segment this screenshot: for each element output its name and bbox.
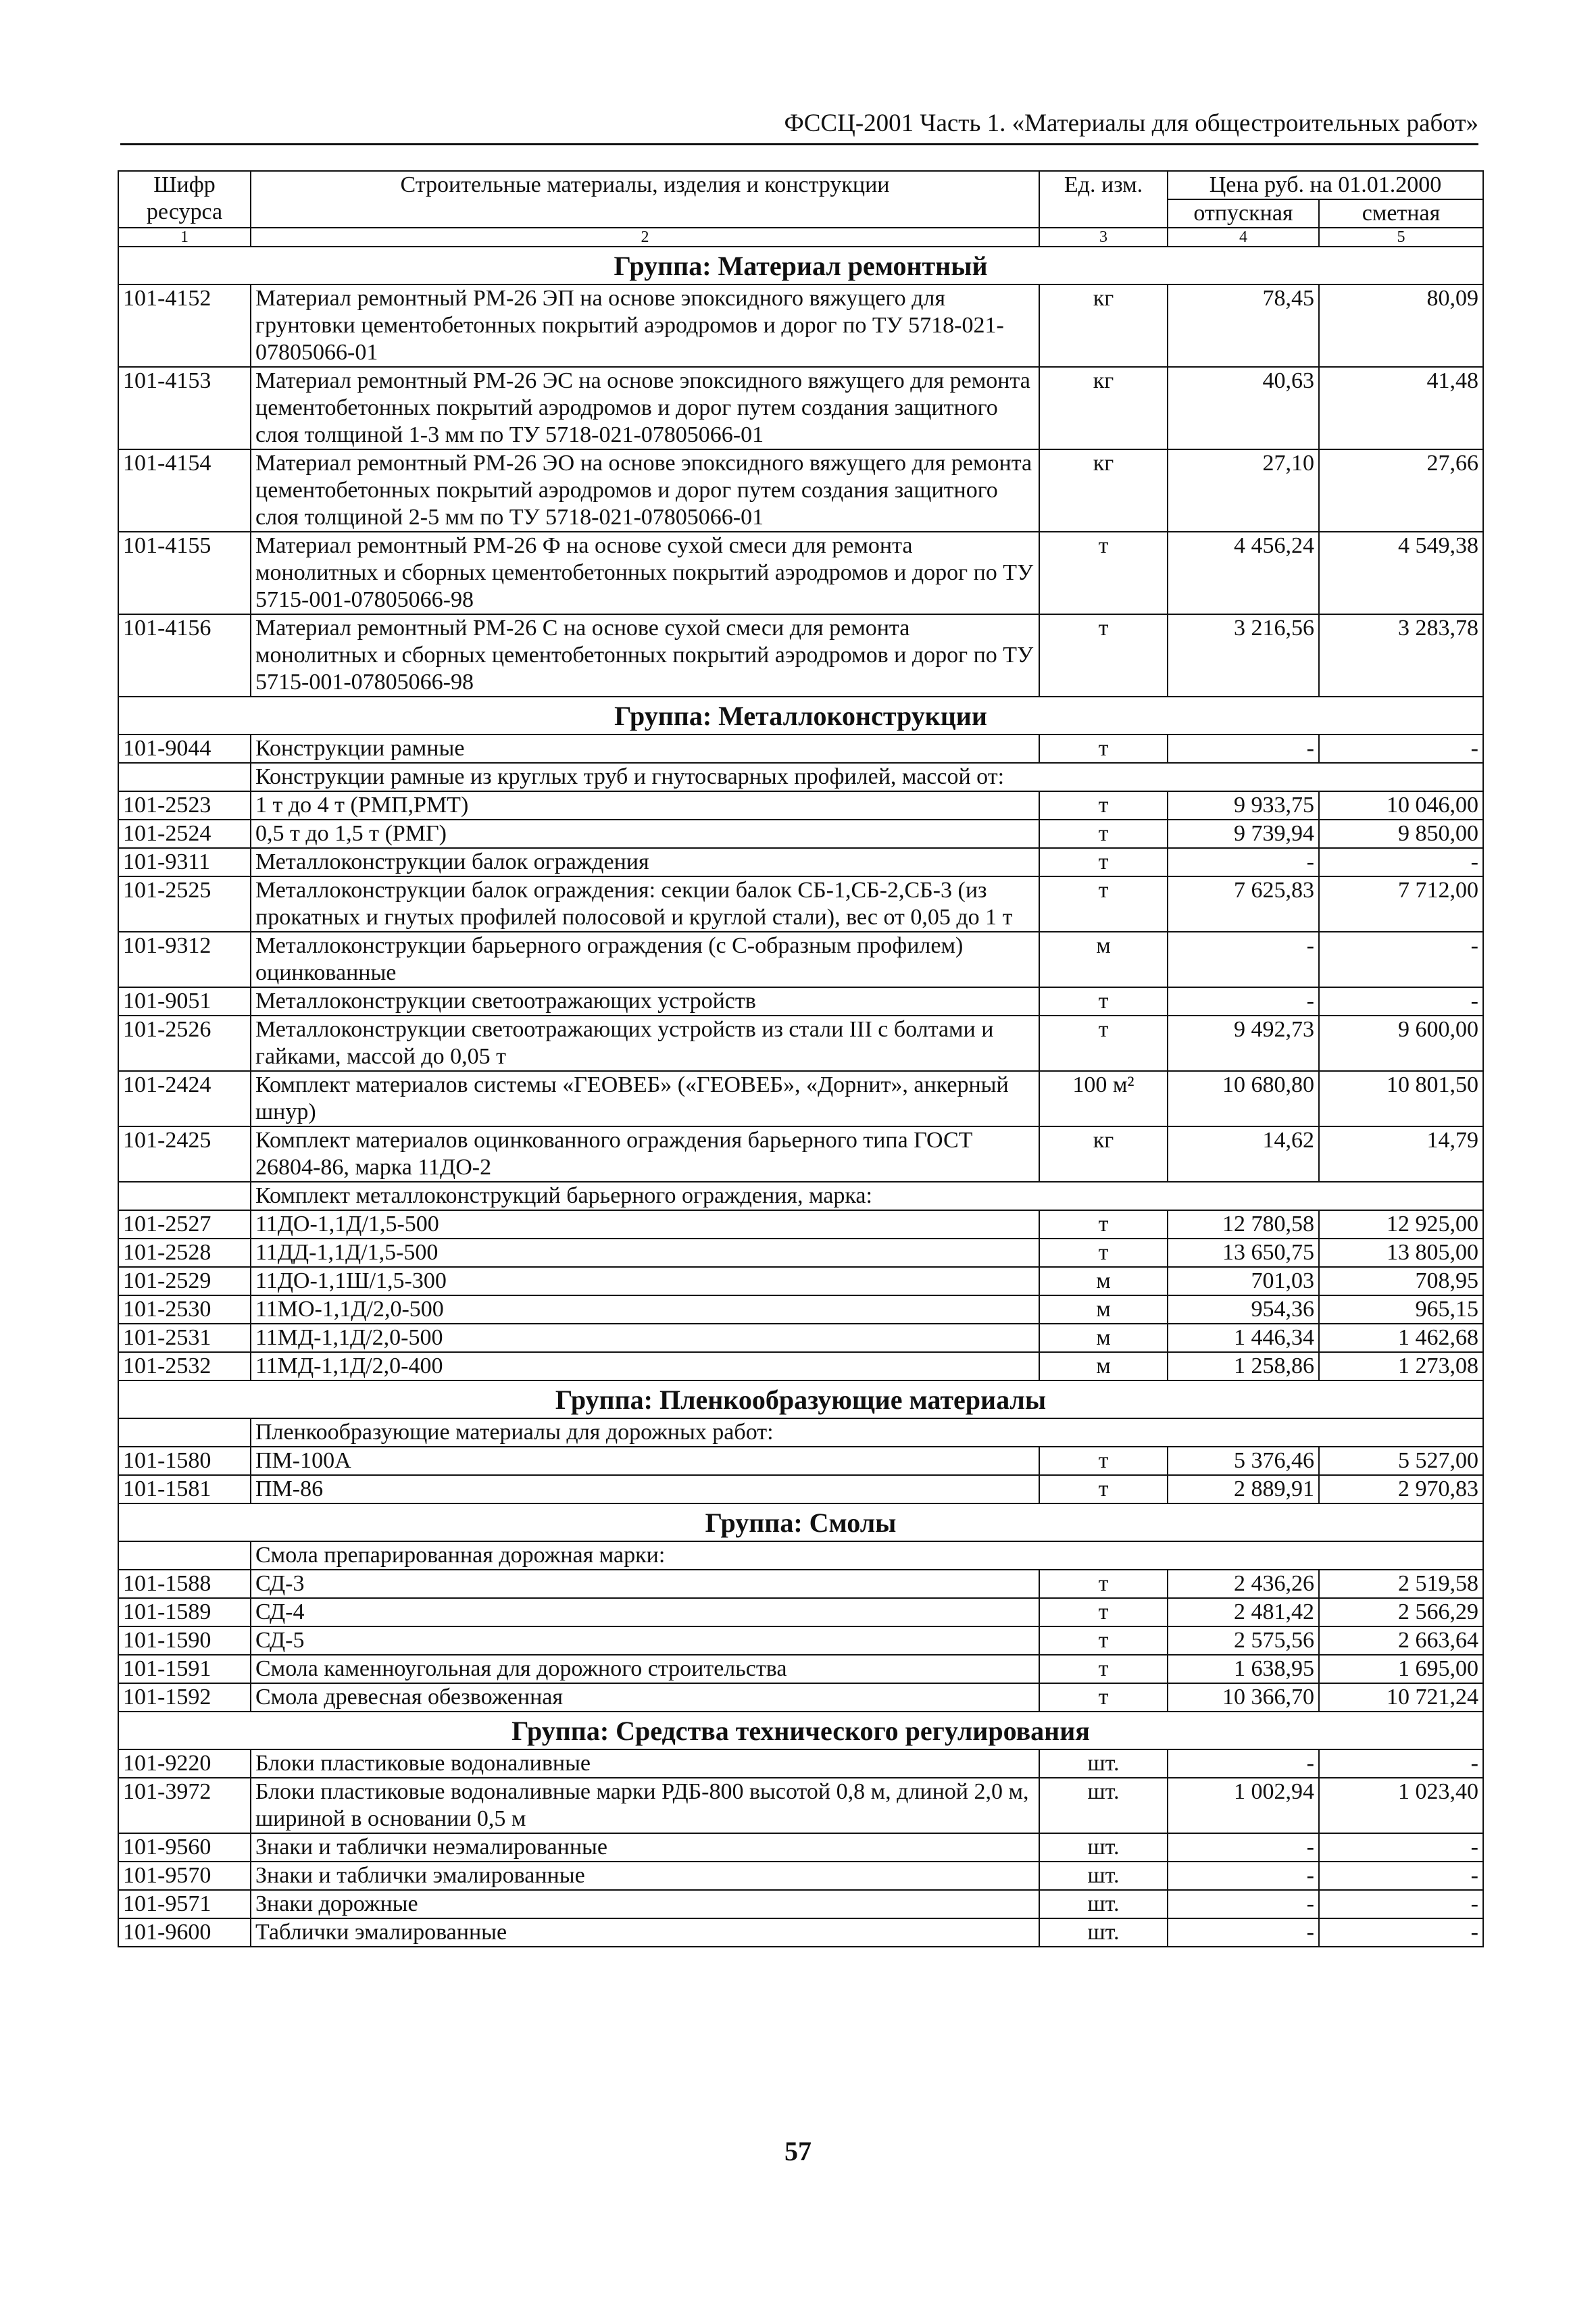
header-name: Строительные материалы, изделия и конструкции: [251, 171, 1039, 228]
resource-code: [118, 763, 251, 791]
release-price: 1 446,34: [1168, 1324, 1319, 1352]
table-row: [118, 614, 1483, 697]
release-price: -: [1168, 1890, 1319, 1918]
estimate-price: 1 462,68: [1319, 1324, 1483, 1352]
release-price: 1 258,86: [1168, 1352, 1319, 1380]
material-name: 11МД-1,1Д/2,0-400: [251, 1352, 1039, 1380]
resource-code: 101-9220: [118, 1749, 251, 1778]
resource-code: 101-1580: [118, 1447, 251, 1475]
unit-value: м: [1039, 1295, 1168, 1324]
page-number: 57: [784, 2136, 812, 2166]
table-row: [118, 1295, 1483, 1324]
group-title: Группа: Средства технического регулирования: [118, 1712, 1483, 1749]
unit-value: т: [1039, 1239, 1168, 1267]
resource-code: 101-1589: [118, 1598, 251, 1626]
release-price: -: [1168, 987, 1319, 1016]
release-price: 1 002,94: [1168, 1778, 1319, 1833]
unit-value: м: [1039, 932, 1168, 987]
material-name: Знаки дорожные: [251, 1890, 1039, 1918]
release-price: 954,36: [1168, 1295, 1319, 1324]
unit-value: т: [1039, 1626, 1168, 1655]
release-price: 5 376,46: [1168, 1447, 1319, 1475]
page-header: [120, 107, 1478, 145]
estimate-price: 1 023,40: [1319, 1778, 1483, 1833]
table-row: [118, 876, 1483, 932]
material-name: Материал ремонтный РМ-26 ЭС на основе эпоксидного вяжущего для ремонта цементобетонных покрытий аэродромов и дорог путем создания защитного слоя толщиной 1-3 мм по ТУ 5718-021-07805066-01: [251, 367, 1039, 449]
unit-value: шт.: [1039, 1749, 1168, 1778]
subheading-text: Комплект металлоконструкций барьерного ограждения, марка:: [251, 1182, 1483, 1210]
resource-code: 101-2523: [118, 791, 251, 820]
unit-value: т: [1039, 614, 1168, 697]
estimate-price: 4 549,38: [1319, 532, 1483, 614]
estimate-price: 10 046,00: [1319, 791, 1483, 820]
release-price: 13 650,75: [1168, 1239, 1319, 1267]
material-name: Материал ремонтный РМ-26 Ф на основе сухой смеси для ремонта монолитных и сборных цементобетонных покрытий аэродромов и дорог по ТУ 5715-001-07805066-98: [251, 532, 1039, 614]
unit-value: т: [1039, 1447, 1168, 1475]
table-row: [118, 1918, 1483, 1947]
unit-value: шт.: [1039, 1918, 1168, 1947]
resource-code: 101-4156: [118, 614, 251, 697]
table-row: [118, 820, 1483, 848]
release-price: 10 680,80: [1168, 1071, 1319, 1126]
estimate-price: 14,79: [1319, 1126, 1483, 1182]
resource-code: [118, 1418, 251, 1447]
resource-code: 101-9570: [118, 1862, 251, 1890]
material-name: Знаки и таблички эмалированные: [251, 1862, 1039, 1890]
release-price: -: [1168, 848, 1319, 876]
resource-code: 101-1590: [118, 1626, 251, 1655]
unit-value: т: [1039, 1475, 1168, 1503]
unit-value: т: [1039, 735, 1168, 763]
material-name: Смола древесная обезвоженная: [251, 1683, 1039, 1712]
material-name: Блоки пластиковые водоналивные: [251, 1749, 1039, 1778]
estimate-price: -: [1319, 1749, 1483, 1778]
subheading-text: Пленкообразующие материалы для дорожных работ:: [251, 1418, 1483, 1447]
resource-code: 101-2528: [118, 1239, 251, 1267]
estimate-price: 9 600,00: [1319, 1016, 1483, 1071]
unit-value: шт.: [1039, 1890, 1168, 1918]
table-row: [118, 284, 1483, 367]
release-price: 2 575,56: [1168, 1626, 1319, 1655]
table-row: [118, 932, 1483, 987]
unit-value: т: [1039, 848, 1168, 876]
table-row: [118, 1778, 1483, 1833]
estimate-price: -: [1319, 735, 1483, 763]
unit-value: т: [1039, 820, 1168, 848]
material-name: ПМ-100А: [251, 1447, 1039, 1475]
resource-code: 101-3972: [118, 1778, 251, 1833]
table-row: [118, 1126, 1483, 1182]
unit-value: м: [1039, 1267, 1168, 1295]
header-price: Цена руб. на 01.01.2000: [1168, 171, 1483, 199]
resource-code: 101-9600: [118, 1918, 251, 1947]
table-row: [118, 1352, 1483, 1380]
release-price: 9 933,75: [1168, 791, 1319, 820]
resource-code: 101-2524: [118, 820, 251, 848]
material-name: Конструкции рамные: [251, 735, 1039, 763]
unit-value: м: [1039, 1352, 1168, 1380]
table-row: [118, 1598, 1483, 1626]
table-row: [118, 1833, 1483, 1862]
table-row: [118, 987, 1483, 1016]
table-row: [118, 1071, 1483, 1126]
material-name: СД-5: [251, 1626, 1039, 1655]
estimate-price: -: [1319, 1918, 1483, 1947]
group-row: [118, 247, 1483, 284]
estimate-price: 708,95: [1319, 1267, 1483, 1295]
release-price: 14,62: [1168, 1126, 1319, 1182]
material-name: Материал ремонтный РМ-26 ЭП на основе эпоксидного вяжущего для грунтовки цементобетонных покрытий аэродромов и дорог по ТУ 5718-021-07805066-01: [251, 284, 1039, 367]
subheading-row: [118, 1182, 1483, 1210]
table-row: [118, 791, 1483, 820]
estimate-price: -: [1319, 932, 1483, 987]
table-row: [118, 1324, 1483, 1352]
estimate-price: 1 695,00: [1319, 1655, 1483, 1683]
table-row: [118, 1239, 1483, 1267]
table-row: [118, 1570, 1483, 1598]
material-name: Металлоконструкции балок ограждения: секции балок СБ-1,СБ-2,СБ-3 (из прокатных и гнутых профилей полосовой и круглой стали), вес от 0,05 до 1 т: [251, 876, 1039, 932]
estimate-price: 10 801,50: [1319, 1071, 1483, 1126]
group-row: [118, 1712, 1483, 1749]
unit-value: кг: [1039, 367, 1168, 449]
material-name: 11ДД-1,1Д/1,5-500: [251, 1239, 1039, 1267]
unit-value: м: [1039, 1324, 1168, 1352]
release-price: 2 436,26: [1168, 1570, 1319, 1598]
group-row: [118, 1503, 1483, 1541]
release-price: 2 889,91: [1168, 1475, 1319, 1503]
resource-code: 101-1592: [118, 1683, 251, 1712]
group-row: [118, 697, 1483, 735]
resource-code: 101-2425: [118, 1126, 251, 1182]
release-price: 2 481,42: [1168, 1598, 1319, 1626]
table-row: [118, 1655, 1483, 1683]
resource-code: 101-9560: [118, 1833, 251, 1862]
material-name: Смола каменноугольная для дорожного строительства: [251, 1655, 1039, 1683]
subheading-row: [118, 1541, 1483, 1570]
group-title: Группа: Смолы: [118, 1503, 1483, 1541]
estimate-price: 1 273,08: [1319, 1352, 1483, 1380]
release-price: 9 492,73: [1168, 1016, 1319, 1071]
unit-value: т: [1039, 1016, 1168, 1071]
resource-code: 101-2532: [118, 1352, 251, 1380]
header-unit: Ед. изм.: [1039, 171, 1168, 228]
table-row: [118, 1626, 1483, 1655]
unit-value: шт.: [1039, 1778, 1168, 1833]
material-name: СД-4: [251, 1598, 1039, 1626]
table-row: [118, 1210, 1483, 1239]
material-name: Материал ремонтный РМ-26 ЭО на основе эпоксидного вяжущего для ремонта цементобетонных покрытий аэродромов и дорог путем создания защитного слоя толщиной 2-5 мм по ТУ 5718-021-07805066-01: [251, 449, 1039, 532]
estimate-price: -: [1319, 1890, 1483, 1918]
release-price: 701,03: [1168, 1267, 1319, 1295]
release-price: 1 638,95: [1168, 1655, 1319, 1683]
material-name: 1 т до 4 т (РМП,РМТ): [251, 791, 1039, 820]
column-number: 1: [118, 228, 251, 247]
resource-code: [118, 1541, 251, 1570]
resource-code: 101-9051: [118, 987, 251, 1016]
estimate-price: 27,66: [1319, 449, 1483, 532]
material-name: Комплект материалов системы «ГЕОВЕБ» («ГЕОВЕБ», «Дорнит», анкерный шнур): [251, 1071, 1039, 1126]
column-number: 5: [1319, 228, 1483, 247]
material-name: 11МО-1,1Д/2,0-500: [251, 1295, 1039, 1324]
estimate-price: -: [1319, 987, 1483, 1016]
subheading-row: [118, 763, 1483, 791]
estimate-price: 41,48: [1319, 367, 1483, 449]
group-row: [118, 1380, 1483, 1418]
subheading-row: [118, 1418, 1483, 1447]
unit-value: т: [1039, 1683, 1168, 1712]
group-title: Группа: Материал ремонтный: [118, 247, 1483, 284]
table-row: [118, 1447, 1483, 1475]
unit-value: кг: [1039, 284, 1168, 367]
resource-code: 101-2531: [118, 1324, 251, 1352]
release-price: 3 216,56: [1168, 614, 1319, 697]
unit-value: кг: [1039, 449, 1168, 532]
table-row: [118, 848, 1483, 876]
estimate-price: 2 970,83: [1319, 1475, 1483, 1503]
resource-code: 101-4154: [118, 449, 251, 532]
estimate-price: 7 712,00: [1319, 876, 1483, 932]
table-row: [118, 1016, 1483, 1071]
resource-code: 101-2530: [118, 1295, 251, 1324]
price-table: [118, 170, 1484, 1947]
table-body: [118, 247, 1483, 1947]
unit-value: шт.: [1039, 1833, 1168, 1862]
material-name: 0,5 т до 1,5 т (РМГ): [251, 820, 1039, 848]
resource-code: 101-2527: [118, 1210, 251, 1239]
material-name: Металлоконструкции светоотражающих устройств: [251, 987, 1039, 1016]
material-name: Металлоконструкции светоотражающих устройств из стали III с болтами и гайками, массой до 0,05 т: [251, 1016, 1039, 1071]
release-price: -: [1168, 1918, 1319, 1947]
estimate-price: 2 663,64: [1319, 1626, 1483, 1655]
table-row: [118, 1683, 1483, 1712]
unit-value: 100 м²: [1039, 1071, 1168, 1126]
resource-code: 101-9312: [118, 932, 251, 987]
resource-code: 101-2424: [118, 1071, 251, 1126]
resource-code: 101-4153: [118, 367, 251, 449]
estimate-price: 9 850,00: [1319, 820, 1483, 848]
resource-code: 101-4152: [118, 284, 251, 367]
subheading-text: Смола препарированная дорожная марки:: [251, 1541, 1483, 1570]
estimate-price: -: [1319, 1833, 1483, 1862]
unit-value: шт.: [1039, 1862, 1168, 1890]
column-number: 4: [1168, 228, 1319, 247]
unit-value: т: [1039, 1598, 1168, 1626]
estimate-price: 5 527,00: [1319, 1447, 1483, 1475]
resource-code: 101-2529: [118, 1267, 251, 1295]
material-name: Металлоконструкции барьерного ограждения (с С-образным профилем) оцинкованные: [251, 932, 1039, 987]
table-row: [118, 1862, 1483, 1890]
table-row: [118, 1475, 1483, 1503]
unit-value: т: [1039, 532, 1168, 614]
material-name: Блоки пластиковые водоналивные марки РДБ-800 высотой 0,8 м, длиной 2,0 м, шириной в основании 0,5 м: [251, 1778, 1039, 1833]
material-name: Комплект материалов оцинкованного ограждения барьерного типа ГОСТ 26804-86, марка 11ДО-2: [251, 1126, 1039, 1182]
release-price: 7 625,83: [1168, 876, 1319, 932]
unit-value: кг: [1039, 1126, 1168, 1182]
table-row: [118, 1749, 1483, 1778]
material-name: Материал ремонтный РМ-26 С на основе сухой смеси для ремонта монолитных и сборных цементобетонных покрытий аэродромов и дорог по ТУ 5715-001-07805066-98: [251, 614, 1039, 697]
estimate-price: 2 519,58: [1319, 1570, 1483, 1598]
column-number: 3: [1039, 228, 1168, 247]
resource-code: 101-4155: [118, 532, 251, 614]
release-price: -: [1168, 1833, 1319, 1862]
header-estimate: сметная: [1319, 199, 1483, 228]
resource-code: 101-9571: [118, 1890, 251, 1918]
resource-code: 101-1591: [118, 1655, 251, 1683]
header-code: Шифр ресурса: [118, 171, 251, 228]
release-price: -: [1168, 1862, 1319, 1890]
header-release: отпускная: [1168, 199, 1319, 228]
resource-code: 101-1588: [118, 1570, 251, 1598]
table-row: [118, 532, 1483, 614]
unit-value: т: [1039, 1210, 1168, 1239]
release-price: 9 739,94: [1168, 820, 1319, 848]
release-price: -: [1168, 1749, 1319, 1778]
material-name: Таблички эмалированные: [251, 1918, 1039, 1947]
estimate-price: 10 721,24: [1319, 1683, 1483, 1712]
table-row: [118, 449, 1483, 532]
release-price: -: [1168, 932, 1319, 987]
material-name: Знаки и таблички неэмалированные: [251, 1833, 1039, 1862]
unit-value: т: [1039, 791, 1168, 820]
estimate-price: -: [1319, 1862, 1483, 1890]
unit-value: т: [1039, 1570, 1168, 1598]
release-price: 4 456,24: [1168, 532, 1319, 614]
column-number-row: [118, 228, 1483, 247]
release-price: -: [1168, 735, 1319, 763]
estimate-price: 965,15: [1319, 1295, 1483, 1324]
table-row: [118, 1267, 1483, 1295]
estimate-price: 2 566,29: [1319, 1598, 1483, 1626]
material-name: 11ДО-1,1Ш/1,5-300: [251, 1267, 1039, 1295]
material-name: 11МД-1,1Д/2,0-500: [251, 1324, 1039, 1352]
resource-code: 101-9044: [118, 735, 251, 763]
resource-code: 101-2526: [118, 1016, 251, 1071]
table-row: [118, 1890, 1483, 1918]
group-title: Группа: Пленкообразующие материалы: [118, 1380, 1483, 1418]
unit-value: т: [1039, 1655, 1168, 1683]
release-price: 27,10: [1168, 449, 1319, 532]
unit-value: т: [1039, 876, 1168, 932]
subheading-text: Конструкции рамные из круглых труб и гнутосварных профилей, массой от:: [251, 763, 1483, 791]
material-name: Металлоконструкции балок ограждения: [251, 848, 1039, 876]
release-price: 40,63: [1168, 367, 1319, 449]
material-name: ПМ-86: [251, 1475, 1039, 1503]
material-name: 11ДО-1,1Д/1,5-500: [251, 1210, 1039, 1239]
unit-value: т: [1039, 987, 1168, 1016]
table-row: [118, 367, 1483, 449]
group-title: Группа: Металлоконструкции: [118, 697, 1483, 735]
release-price: 10 366,70: [1168, 1683, 1319, 1712]
material-name: СД-3: [251, 1570, 1039, 1598]
page-header-title: ФССЦ-2001 Часть 1. «Материалы для общестроительных работ»: [784, 109, 1478, 137]
resource-code: [118, 1182, 251, 1210]
column-number: 2: [251, 228, 1039, 247]
resource-code: 101-1581: [118, 1475, 251, 1503]
estimate-price: 3 283,78: [1319, 614, 1483, 697]
resource-code: 101-2525: [118, 876, 251, 932]
estimate-price: -: [1319, 848, 1483, 876]
release-price: 12 780,58: [1168, 1210, 1319, 1239]
estimate-price: 12 925,00: [1319, 1210, 1483, 1239]
estimate-price: 80,09: [1319, 284, 1483, 367]
resource-code: 101-9311: [118, 848, 251, 876]
estimate-price: 13 805,00: [1319, 1239, 1483, 1267]
release-price: 78,45: [1168, 284, 1319, 367]
table-row: [118, 735, 1483, 763]
